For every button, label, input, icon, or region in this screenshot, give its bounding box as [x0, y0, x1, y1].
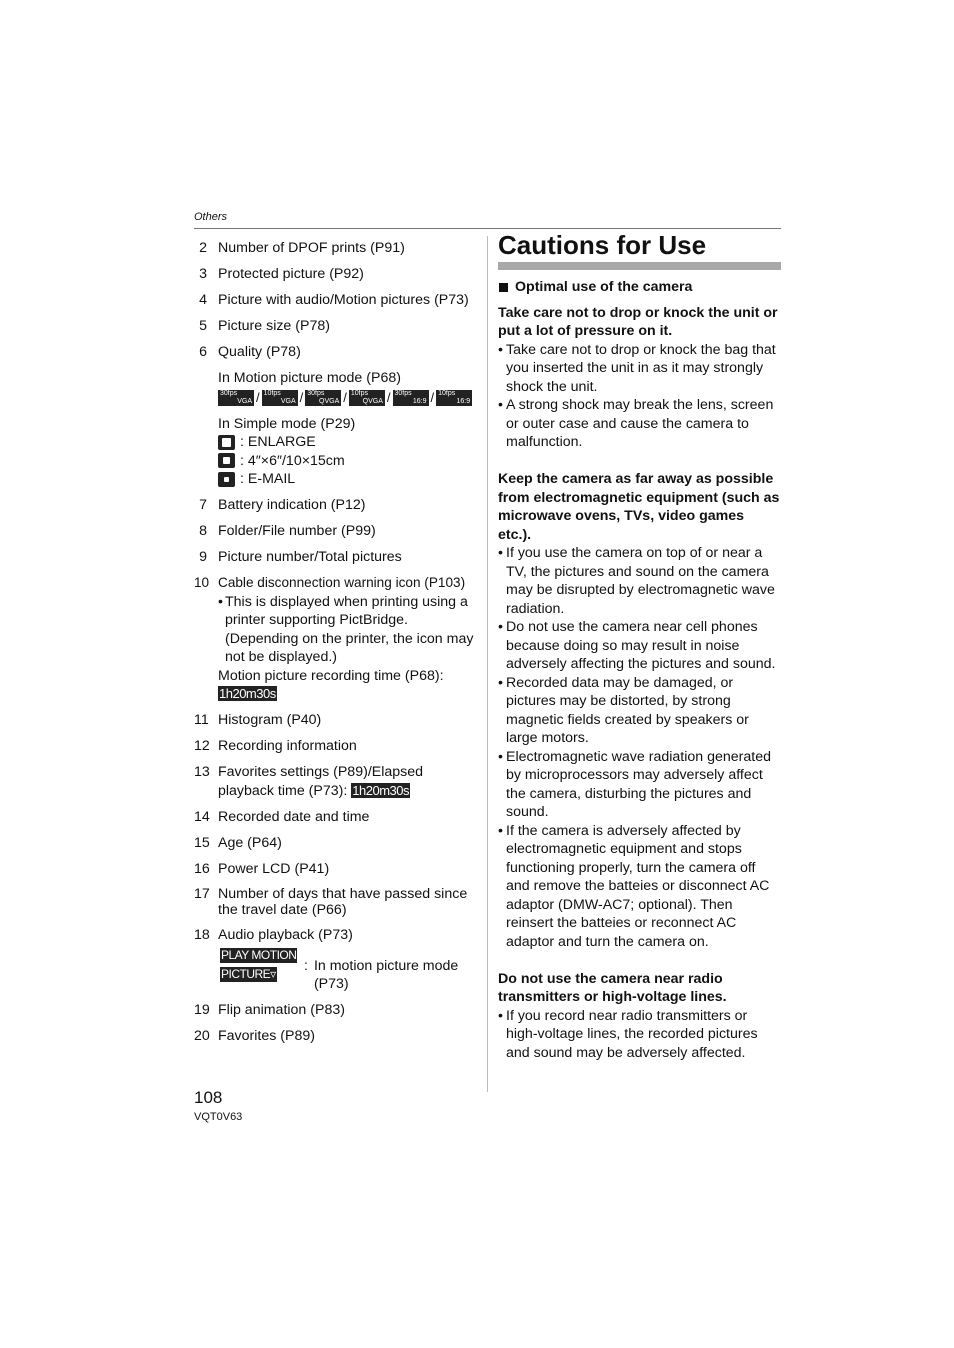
bullet-text: • This is displayed when printing using a printer supporting PictBridge. (Depending on the printer, the icon may not be displayed.) — [218, 593, 482, 667]
item-number: 12 — [194, 738, 210, 754]
caution-bullet: • If you record near radio transmitters or high-voltage lines, the recorded pictures and sound may be adversely affected. — [498, 1007, 781, 1063]
right-column — [498, 228, 781, 1062]
list-item — [194, 265, 482, 284]
section-heading — [498, 278, 781, 297]
item-text: Favorites settings (P89)/Elapsed playback time (P73): — [218, 764, 424, 799]
playback-time-badge: 1h20m30s — [352, 782, 409, 798]
list-item — [194, 834, 482, 853]
fps-10-vga-icon: 10fps VGA — [263, 389, 296, 405]
item-number: 15 — [194, 834, 210, 851]
list-item — [194, 1027, 482, 1046]
item18-details — [194, 946, 482, 994]
caution-lead: Do not use the camera near radio transmitters or high-voltage lines. — [498, 970, 727, 1005]
motion-mode-label: In Motion picture mode (P68) — [218, 370, 401, 386]
item-text: Recording information — [218, 738, 357, 754]
caution-bullet: • Electromagnetic wave radiation generated by microprocessors may adversely affect the camera, disturbing the pictures and sound. — [498, 748, 781, 822]
caution-bullet: • Do not use the camera near cell phones because doing so may result in noise adversely affecting the pictures and sound. — [498, 618, 781, 674]
item-number: 13 — [194, 764, 210, 780]
item-text: Flip animation (P83) — [218, 1002, 345, 1018]
square-bullet-icon — [499, 283, 508, 292]
caution-bullet: • If the camera is adversely affected by electromagnetic equipment and stops functioning properly, turn the camera off and remove the batteies or disconnect AC adaptor (DMW-AC7; optional). Then reinsert the batteies or reconnect AC adaptor and turn the camera on. — [498, 822, 781, 952]
list-item — [194, 496, 482, 515]
simple-mode-label: In Simple mode (P29) — [218, 415, 356, 432]
item-text: Histogram (P40) — [218, 712, 322, 728]
item-text: Power LCD (P41) — [218, 860, 330, 877]
list-item — [194, 574, 482, 593]
item-text: Picture with audio/Motion pictures (P73) — [218, 292, 469, 308]
fps-30-wide-icon: 30fps 16:9 — [394, 389, 427, 405]
enlarge-frame-icon — [218, 435, 235, 450]
item-number: 8 — [199, 523, 207, 539]
item-number: 16 — [194, 860, 210, 877]
item-text: Folder/File number (P99) — [218, 523, 376, 539]
motion-time-label: Motion picture recording time (P68): — [218, 667, 444, 684]
list-item — [194, 548, 482, 567]
item-number: 17 — [194, 885, 210, 902]
list-item — [194, 343, 482, 362]
title-bar — [498, 262, 781, 270]
list-item — [194, 763, 482, 800]
item-text: Protected picture (P92) — [218, 266, 364, 282]
fps-10-wide-icon: 10fps 16:9 — [438, 389, 471, 405]
doc-code: VQT0V63 — [194, 1111, 243, 1123]
play-motion-picture-badge: PLAY MOTION — [221, 947, 297, 962]
simple-mode-row — [218, 452, 482, 471]
item-number: 3 — [199, 266, 207, 282]
item-number: 10 — [194, 575, 210, 590]
colon: : — [304, 957, 308, 974]
item-text: Age (P64) — [218, 834, 282, 851]
page-title: Cautions for Use — [498, 230, 707, 260]
list-item — [194, 1001, 482, 1020]
item-text: Favorites (P89) — [218, 1028, 315, 1044]
caution-bullet: • If you use the camera on top of or near a TV, the pictures and sound on the camera may be disrupted by electromagnetic wave radiation. — [498, 544, 781, 618]
list-item — [194, 291, 482, 310]
list-item — [194, 926, 482, 945]
email-frame-icon — [218, 472, 235, 487]
simple-mode-text: : E-MAIL — [240, 471, 296, 487]
item-number: 18 — [194, 927, 210, 943]
item-text: Audio playback (P73) — [218, 927, 353, 943]
item-text: Recorded date and time — [218, 808, 370, 825]
simple-mode-row — [218, 470, 482, 489]
simple-mode-text: : 4″×6″/10×15cm — [240, 452, 345, 469]
print-frame-icon — [218, 453, 235, 468]
caution-bullet: • Take care not to drop or knock the bag that you inserted the unit in as it may strongly shock the unit. — [498, 341, 781, 397]
caution-bullet: • A strong shock may break the lens, screen or outer case and cause the camera to malfunction. — [498, 396, 781, 452]
list-item — [194, 711, 482, 730]
item-text: Battery indication (P12) — [218, 497, 366, 513]
item-number: 5 — [199, 318, 207, 334]
simple-mode-text: : ENLARGE — [240, 434, 316, 450]
simple-mode-row — [218, 433, 482, 452]
item-text: Number of DPOF prints (P91) — [218, 240, 405, 256]
column-divider — [487, 236, 488, 1092]
item-number: 9 — [199, 549, 207, 565]
list-item — [194, 860, 482, 879]
item-text: Number of days that have passed since the travel date (P66) — [218, 885, 468, 918]
list-item — [194, 737, 482, 756]
page-number: 108 — [194, 1088, 223, 1107]
list-item — [194, 808, 482, 827]
item-text: Cable disconnection warning icon (P103) — [218, 575, 466, 590]
item-number: 2 — [199, 240, 207, 256]
section-label: Others — [194, 211, 228, 223]
item-number: 14 — [194, 808, 210, 825]
section-heading-text: Optimal use of the camera — [515, 279, 693, 295]
item-text: Quality (P78) — [218, 344, 301, 360]
list-item — [194, 239, 482, 258]
left-column — [194, 239, 482, 1053]
fps-30-qvga-icon: 30fps QVGA — [307, 389, 340, 405]
item-number: 19 — [194, 1002, 210, 1018]
item-text: Picture size (P78) — [218, 318, 330, 334]
list-item — [194, 886, 482, 919]
item-number: 4 — [199, 292, 207, 308]
fps-30-vga-icon: 30fps VGA — [220, 389, 252, 405]
item-text: Picture number/Total pictures — [218, 549, 402, 565]
caution-lead: Keep the camera as far away as possible from electromagnetic equipment (such as microwave ovens, TVs, video games etc.). — [498, 471, 780, 543]
item-number: 6 — [199, 344, 207, 360]
item-number: 7 — [199, 497, 207, 513]
item10-details — [194, 593, 482, 704]
play-motion-picture-badge-line2: PICTURE▿ — [221, 966, 276, 981]
quality-icons: 30fps VGA / 10fps VGA / 30fps QVGA / 10fps QVGA / 30fps 16:9 / 10fps 16:9 — [220, 389, 471, 405]
item-number: 11 — [194, 712, 209, 728]
caution-bullet: • Recorded data may be damaged, or pictures may be distorted, by strong magnetic fields created by speakers or large motors. — [498, 674, 781, 748]
list-item — [194, 317, 482, 336]
caution-lead: Take care not to drop or knock the unit or put a lot of pressure on it. — [498, 304, 778, 339]
motion-mode-block — [194, 369, 482, 407]
simple-mode-block — [194, 415, 482, 489]
fps-10-qvga-icon: 10fps QVGA — [350, 389, 383, 405]
recording-time-badge: 1h20m30s — [219, 686, 276, 701]
item-number: 20 — [194, 1028, 210, 1044]
play-desc-text: In motion picture mode (P73) — [313, 957, 459, 992]
list-item — [194, 522, 482, 541]
